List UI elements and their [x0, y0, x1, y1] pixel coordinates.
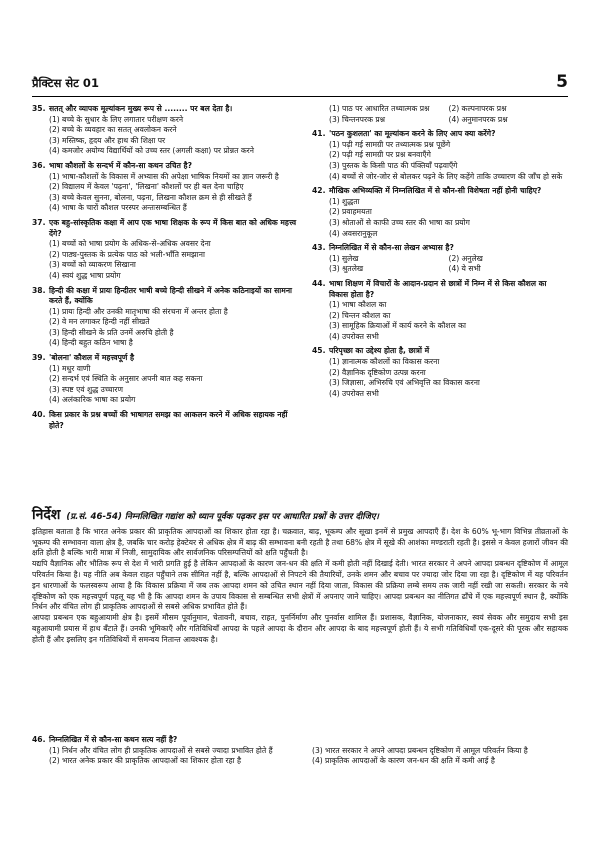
option [32, 338, 300, 349]
option-text: प्रायः हिन्दी और उनकी मातृभाषा की संरचना में अन्तर होता है [62, 306, 228, 316]
option [32, 364, 300, 375]
question-stem [32, 218, 300, 239]
question-text: मौखिक अभिव्यक्ति में निम्नलिखित में से कौन-सी विशेषता नहीं होनी चाहिए? [329, 186, 542, 196]
option [312, 300, 568, 311]
option-number: (1) [49, 239, 60, 249]
question [32, 286, 300, 350]
option [32, 250, 300, 261]
question-text: एक बहु-सांस्कृतिक कक्षा में आप एक भाषा शिक्षक के रूप में किस बात को अधिक महत्त्व देंगे? [49, 217, 297, 238]
right-column [312, 104, 568, 403]
question [32, 161, 300, 214]
option [312, 172, 568, 183]
option-text: पुस्तक के किसी पाठ की पंक्तियाँ पढ़वाएँगे [342, 160, 458, 170]
option-number: (2) [448, 253, 460, 263]
option [329, 104, 449, 115]
option-number: (3) [49, 192, 60, 202]
option-number: (3) [49, 135, 60, 145]
option [32, 182, 300, 193]
option [32, 385, 300, 396]
options-right [312, 746, 568, 767]
direction-label: निर्देश [32, 507, 61, 523]
question [312, 186, 568, 239]
option-number: (3) [329, 378, 340, 388]
page-number: 5 [556, 72, 568, 92]
option-number: (3) [329, 264, 340, 274]
option [312, 140, 568, 151]
option-text: श्रुतलेख [342, 264, 364, 274]
option-text: उपरोक्त सभी [342, 331, 379, 341]
option [312, 311, 568, 322]
option-number: (2) [329, 310, 340, 320]
question-text: निम्नलिखित में से कौन-सा लेखन अभ्यास है? [329, 243, 454, 253]
option-text: श्रोताओं से काफी उच्च स्तर की भाषा का प्रयोग [342, 217, 470, 227]
option [32, 317, 300, 328]
option-number: (1) [49, 114, 60, 124]
option-text: बच्चे के व्यवहार का सतत् अवलोकन करने [62, 125, 177, 135]
option-number: (1) [329, 104, 340, 113]
question-number: 36. [32, 160, 46, 170]
option-text: अनुलेख [461, 253, 483, 263]
option-number: (3) [49, 384, 60, 394]
option-number: (2) [448, 104, 460, 113]
option-text: हिन्दी बहुत कठिन भाषा है [62, 338, 133, 348]
question-stem [32, 104, 300, 115]
question-number: 43. [312, 243, 326, 253]
question-text: हिन्दी की कक्षा में प्रायः हिन्दीतर भाषी बच्चे हिन्दी सीखने में अनेक कठिनाइयों का सामना करते हैं, क्योंकि [49, 285, 292, 306]
option-text: सामूहिक क्रियाओं में कार्य करने के कौशल का [342, 321, 466, 331]
option-text: भाषा कौशल का [342, 300, 387, 310]
option [32, 193, 300, 204]
option [312, 357, 568, 368]
question-stem [32, 161, 300, 172]
question-text: किस प्रकार के प्रश्न बच्चों की भाषागत समझ का आकलन करने में अधिक सहायक नहीं होते? [49, 410, 288, 430]
option-number: (1) [49, 306, 60, 316]
question [312, 346, 568, 399]
question-text: 'बोलना' कौशल में महत्त्वपूर्ण है [49, 353, 135, 363]
passage-paragraph: यद्यपि वैज्ञानिक और भौतिक रूप से देश में भारी प्रगति हुई है लेकिन आपदाओं के कारण जन-धन की क्षति में कमी होती नहीं दिखाई देती। भारत सरकार ने अपने आपदा प्रबन्धन दृष्टिकोण में आमूल परिवर्तन किया है। यह नीति अब केवल राहत पहुँचाने तक सीमित नहीं है, बल्कि आपदाओं से निपटने की तैयारियों, उनके शमन और बचाव पर ज्यादा जोर दिया जा रहा है। दृष्टिकोण में यह परिवर्तन इन धारणाओं के फलस्वरूप आया है कि विकास प्रक्रिया में जब तक आपदा शमन को उचित स्थान नहीं दिया जाता, विकास की प्रक्रिया लम्बे समय तक जारी नहीं रखी जा सकती। सरकार के नये दृष्टिकोण को एक महत्त्वपूर्ण पहलू यह भी है कि आपदा शमन के उपाय विकास से सम्बन्धित सभी क्षेत्रों में अपनाए जाने चाहिए। आपदा प्रबन्धन का नीतिगत ढाँचे में एक महत्त्वपूर्ण स्थान है, क्योंकि निर्धन और वंचित लोग ही प्राकृतिक आपदाओं से सबसे अधिक प्रभावित होते हैं। [32, 559, 568, 612]
option-number: (2) [49, 182, 60, 192]
option-number: (2) [49, 756, 60, 766]
question-stem [32, 286, 300, 307]
option-text: भाषा-कौशलों के विकास में अभ्यास की अपेक्षा भाषिक नियमों का ज्ञान जरूरी है [62, 171, 279, 181]
option-number: (1) [329, 357, 340, 367]
option-number: (4) [49, 338, 60, 348]
option-number: (2) [49, 125, 60, 135]
option-number: (2) [49, 317, 60, 327]
option-number: (3) [329, 160, 340, 170]
option-text: हिन्दी सीखने के प्रति उनमें अरुचि होती है [62, 327, 174, 337]
option-text: प्रवाहमयता [342, 207, 372, 217]
option [312, 150, 568, 161]
option-number: (3) [49, 327, 60, 337]
option-text: निर्धन और वंचित लोग ही प्राकृतिक आपदाओं से सबसे ज्यादा प्रभावित होते हैं [62, 745, 273, 755]
option-number: (1) [329, 196, 340, 206]
option [32, 328, 300, 339]
option-text: बच्चों से जोर-जोर से बोलकर पढ़ने के लिए कहेंगे ताकि उच्चारण की जाँच हो सके [342, 171, 563, 181]
option-number: (4) [312, 756, 323, 766]
question-text: भाषा कौशलों के सन्दर्भ में कौन-सा कथन उचित है? [49, 160, 192, 170]
question [32, 353, 300, 406]
options-left [32, 746, 312, 767]
option-number: (4) [448, 264, 460, 274]
question [32, 410, 300, 431]
option-number: (4) [329, 331, 340, 341]
option-text: भारत सरकार ने अपने आपदा प्रबन्धन दृष्टिकोण में आमूल परिवर्तन किया है [325, 745, 528, 755]
option-number: (3) [49, 260, 60, 270]
header-title: प्रैक्टिस सेट 01 [32, 76, 99, 90]
question-stem [312, 186, 568, 197]
option [32, 146, 300, 157]
option [32, 239, 300, 250]
option-text: भाषा के चारों कौशल परस्पर अन्तःसम्बन्धित हैं [62, 203, 187, 213]
option-number: (1) [329, 253, 340, 263]
option-number: (1) [49, 363, 60, 373]
option-text: पाठ्य-पुस्तक के प्रत्येक पाठ को भली-भाँति समझाना [62, 249, 205, 259]
option [312, 378, 568, 389]
option [312, 207, 568, 218]
question-number: 44. [312, 278, 326, 288]
option-text: प्राकृतिक आपदाओं के कारण जन-धन की क्षति में कमी आई है [325, 756, 495, 766]
option-text: कल्पनापरक प्रश्न [461, 104, 507, 113]
option-text: कमजोर अयोग्य विद्यार्थियों को उच्च स्तर (अगली कक्षा) पर प्रोन्नत करने [62, 146, 254, 156]
option-text: वैज्ञानिक दृष्टिकोण उत्पन्न करना [342, 367, 426, 377]
option [32, 125, 300, 136]
question-text: परिपृच्छा का उद्देश्य होता है, छात्रों में [329, 346, 430, 356]
question [312, 243, 568, 275]
question-number: 40. [32, 410, 46, 420]
question-40-options [312, 104, 568, 125]
option [312, 368, 568, 379]
option-number: (3) [329, 114, 340, 124]
question-stem [32, 735, 568, 746]
question [312, 129, 568, 182]
option [32, 307, 300, 318]
question [32, 218, 300, 282]
option-number: (4) [49, 146, 60, 156]
option-text: वे मन लगाकर हिन्दी नहीं सीखते [62, 317, 150, 327]
option [449, 264, 569, 275]
option [312, 218, 568, 229]
question-number: 41. [312, 129, 326, 139]
left-column [32, 104, 300, 435]
question [312, 279, 568, 343]
question [32, 104, 300, 157]
option-text: स्पष्ट एवं शुद्ध उच्चारण [62, 384, 124, 394]
option-text: सन्दर्भ एवं स्थिति के अनुसार अपनी बात कह सकना [62, 374, 203, 384]
question-text: भाषा शिक्षण में विचारों के आदान-प्रदान से छात्रों में निम्न में से किस कौशल का विकास होता है? [329, 278, 547, 299]
option-text: विद्यालय में केवल 'पढ़ना', 'लिखना' कौशलों पर ही बल देना चाहिए [62, 182, 244, 192]
direction-text: (प्र.सं. 46-54) निम्नलिखित गद्यांश को ध्यान पूर्वक पढ़कर इस पर आधारित प्रश्नों के उत्तर दीजिए। [66, 512, 379, 522]
question-number: 42. [312, 186, 326, 196]
option [32, 260, 300, 271]
option [312, 746, 568, 757]
option-text: सुलेख [342, 253, 359, 263]
option-text: अलंकारिक भाषा का प्रयोग [62, 395, 136, 405]
option-text: स्वयं शुद्ध भाषा प्रयोग [62, 270, 121, 280]
option-text: मस्तिष्क, हृदय और हाथ की शिक्षा पर [62, 135, 166, 145]
option-number: (3) [329, 321, 340, 331]
passage-paragraph: इतिहास बताता है कि भारत अनेक प्रकार की प्राकृतिक आपदाओं का शिकार होता रहा है। चक्रवात, बाढ़, भूकम्प और सूखा इनमें से प्रमुख आपदाएँ हैं। देश के 60% भू-भाग विभिन्न तीव्रताओं के भूकम्प की सम्भावना वाला क्षेत्र है, जबकि चार करोड़ हेक्टेयर से अधिक क्षेत्र में बाढ़ की सम्भावना बनी रहती है तथा 68% क्षेत्र में सूखे की आशंका मण्डराती रहती है। इससे न केवल हजारों जीवन की क्षति होती है बल्कि भारी मात्रा में निजी, सामुदायिक और सार्वजनिक परिसम्पत्तियों को क्षति पहुँचती है। [32, 526, 568, 558]
option-text: बच्चों को भाषा प्रयोग के अधिक-से-अधिक अवसर देना [62, 239, 211, 249]
option-text: उपरोक्त सभी [342, 388, 379, 398]
option-text: ज्ञानात्मक कौशलों का विकास करना [342, 357, 440, 367]
option [449, 104, 569, 115]
option-number: (2) [329, 150, 340, 160]
option [312, 197, 568, 208]
options-grid [312, 254, 568, 275]
option-text: अवसरानुकूल [342, 228, 378, 238]
option-number: (1) [329, 139, 340, 149]
question-number: 46. [32, 735, 46, 744]
question-text: 'पठन कुशलता' का मूल्यांकन करने के लिए आप क्या करेंगे? [329, 129, 496, 139]
option-text: चिन्तन कौशल का [342, 310, 391, 320]
direction-section [32, 507, 568, 646]
question-stem [32, 410, 300, 431]
option-number: (4) [49, 203, 60, 213]
question-stem [312, 279, 568, 300]
option [312, 161, 568, 172]
question-number: 35. [32, 104, 46, 113]
question-number: 38. [32, 285, 46, 295]
option [312, 332, 568, 343]
option-text: पढ़ी गई सामग्री पर तथ्यात्मक प्रश्न पूछेंगे [342, 139, 451, 149]
option-number: (4) [329, 388, 340, 398]
option-text: भारत अनेक प्रकार की प्राकृतिक आपदाओं का शिकार होता रहा है [62, 756, 242, 766]
option-text: अनुमानपरक प्रश्न [461, 114, 508, 124]
page-header [32, 74, 568, 97]
option-number: (2) [329, 207, 340, 217]
option-number: (2) [49, 249, 60, 259]
question-number: 45. [312, 346, 326, 356]
option-number: (1) [49, 745, 60, 755]
option-number: (2) [329, 367, 340, 377]
question-text: निम्नलिखित में से कौन-सा कथन सत्य नहीं है? [49, 735, 178, 744]
option-number: (4) [448, 114, 460, 124]
option-text: पाठ पर आधारित तथ्यात्मक प्रश्न [342, 104, 430, 113]
option [32, 395, 300, 406]
option-number: (4) [329, 171, 340, 181]
question-number: 39. [32, 353, 46, 363]
option-number: (1) [49, 171, 60, 181]
passage [32, 527, 568, 646]
option [32, 115, 300, 126]
option [32, 374, 300, 385]
option [32, 271, 300, 282]
option [32, 756, 312, 767]
option-text: पढ़ी गई सामग्री पर प्रश्न बनवाएँगे [342, 150, 431, 160]
option-number: (3) [329, 217, 340, 227]
passage-paragraph: आपदा प्रबन्धन एक बहुआयामी क्षेत्र है। इसमें मौसम पूर्वानुमान, चेतावनी, बचाव, राहत, पुनर्निर्माण और पुनर्वास शामिल हैं। प्रशासक, वैज्ञानिक, योजनाकार, स्वयं सेवक और समुदाय सभी इस बहुआयामी प्रयास में हाथ बँटाते हैं। उनकी भूमिकाएँ और गतिविधियाँ आपदा के पहले आपदा के दौरान और आपदा के बाद महत्त्वपूर्ण होती हैं। ये सभी गतिविधियाँ एक-दूसरे की पूरक और सहायक होती हैं और इसलिए इन गतिविधियों में समन्वय नितान्त आवश्यक है। [32, 613, 568, 644]
option [32, 203, 300, 214]
option [449, 254, 569, 265]
option-text: शुद्धता [342, 196, 360, 206]
option [329, 115, 449, 126]
option [449, 115, 569, 126]
option-text: बच्चे केवल सुनना, बोलना, पढ़ना, लिखना कौशल क्रम से ही सीखते हैं [62, 192, 252, 202]
option [312, 389, 568, 400]
option [312, 756, 568, 767]
question-stem [32, 353, 300, 364]
option [329, 264, 449, 275]
option-text: जिज्ञासा, अभिरुचि एवं अभिवृत्ति का विकास करना [342, 378, 480, 388]
question-number: 37. [32, 217, 46, 227]
option [312, 229, 568, 240]
options-grid [32, 746, 568, 767]
option-text: मधुर वाणी [62, 363, 91, 373]
option-text: चिन्तनपरक प्रश्न [342, 114, 386, 124]
option-number: (2) [49, 374, 60, 384]
question-46 [32, 735, 568, 767]
option-number: (4) [329, 228, 340, 238]
option [32, 172, 300, 183]
option [32, 746, 312, 757]
option-text: ये सभी [461, 264, 481, 274]
question-stem [312, 129, 568, 140]
option-text: बच्चों को व्याकरण सिखाना [62, 260, 136, 270]
option [329, 254, 449, 265]
question-stem [312, 346, 568, 357]
option [312, 321, 568, 332]
option-number: (1) [329, 300, 340, 310]
option [32, 136, 300, 147]
option-number: (3) [312, 745, 323, 755]
question-text: सतत् और व्यापक मूल्यांकन मुख्य रूप से ........ पर बल देता है। [49, 104, 233, 113]
option-text: बच्चे के सुधार के लिए लगातार परीक्षण करने [62, 114, 184, 124]
question-stem [312, 243, 568, 254]
option-number: (4) [49, 395, 60, 405]
direction-heading [32, 507, 568, 523]
option-number: (4) [49, 270, 60, 280]
